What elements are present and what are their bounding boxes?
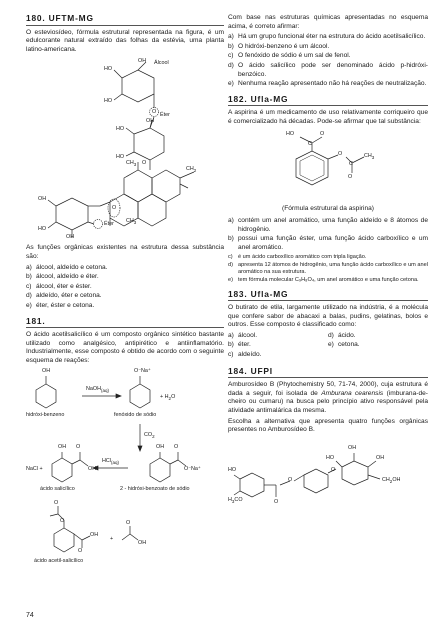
option-c[interactable]: c) O fenóxido de sódio é um sal de fenol. bbox=[228, 52, 351, 60]
na-label: O⁻Na⁺ bbox=[134, 367, 151, 374]
q181-heading: 181. bbox=[26, 317, 224, 329]
q182-options bbox=[228, 217, 428, 283]
co2-label: $CO_2$ bbox=[144, 431, 155, 439]
option-d[interactable]: d) apresenta 12 átomos de hidrogênio, uma função ácido carboxílico e um anel aromático na sua estrutura. bbox=[228, 261, 428, 275]
q181-intro: O ácido acetilsalicílico é um composto orgânico sintético bastante utilizado como analgésico, antipirético e antiinflamatório. Industrialmente, esse composto é obtido de acordo com o seguinte esquema de reações: bbox=[26, 331, 224, 364]
option-e[interactable]: e) tem fórmula molecular C₉H₈O₄, um anel aromático e uma função cetona. bbox=[228, 276, 419, 283]
reaction-scheme bbox=[26, 368, 224, 568]
salicilico-label: ácido salicílico bbox=[40, 485, 75, 492]
option-c[interactable]: c) é um ácido carboxílico aromático com tripla ligação. bbox=[228, 253, 367, 260]
option-b[interactable]: b) possui uma função éster, uma função ácido carboxílico e um anel aromático. bbox=[228, 235, 428, 251]
oh-label: OH bbox=[138, 58, 147, 65]
option-d[interactable]: d) aldeído, éter e cetona. bbox=[26, 292, 102, 300]
amburoside-figure bbox=[228, 437, 428, 517]
o-amb-3: O bbox=[331, 466, 336, 473]
stevioside-structure bbox=[26, 56, 224, 242]
option-e[interactable]: e) Nenhuma reação apresentado não há reações de neutralização. bbox=[228, 80, 427, 88]
option-a[interactable]: a) Há um grupo funcional éter na estrutura do ácido acetilsalicílico. bbox=[228, 33, 426, 41]
option-e[interactable]: e) éter, éster e cetona. bbox=[26, 301, 95, 309]
c-aspirin-2: C bbox=[349, 160, 353, 167]
option-a[interactable]: a) álcool, aldeído e cetona. bbox=[26, 263, 108, 271]
option-d[interactable]: d) O ácido salicílico pode ser denominado ácido p-hidróxi-benzóico. bbox=[228, 61, 428, 78]
q183-intro: O butirato de etila, largamente utilizado na indústria, é a molécula que confere sabor de abacaxi a balas, pudins, gelatinas, bolos e outros. Esse composto é classificado como: bbox=[228, 304, 428, 329]
option-d[interactable]: d) ácido. bbox=[328, 331, 356, 339]
ho-label-5: HO bbox=[38, 226, 47, 233]
hcl-label: HCl$_{(aq)}$ bbox=[102, 457, 119, 465]
option-b[interactable]: b) álcool, aldeído e éter. bbox=[26, 273, 99, 281]
option-b[interactable]: b) éter. bbox=[228, 341, 251, 349]
q180-question: As funções orgânicas existentes na estrutura dessa substância são: bbox=[26, 244, 224, 260]
oh-amb-2: OH bbox=[376, 454, 385, 461]
stevioside-figure bbox=[26, 56, 224, 242]
q184-heading: 184. UFPI bbox=[228, 367, 428, 379]
acetil-label: ácido acetil-salicílico bbox=[34, 557, 84, 564]
q184-intro: Amburosídeo B (Phytochemistry 50, 71-74, 2000), cuja estrutura é dada a seguir, foi isolada de Amburana cearensis (imburana-de-cheiro ou cumaru) na busca pelo princípio ativo responsável pela atividade antimalárica da mesma. bbox=[228, 381, 428, 415]
nacl-label: NaCl + bbox=[26, 465, 43, 472]
o-amb-2: O bbox=[288, 476, 293, 483]
ch2oh-amb: $CH_2OH$ bbox=[382, 476, 401, 484]
q180-heading: 180. UFTM-MG bbox=[26, 14, 224, 26]
o-label-ester: O bbox=[112, 205, 117, 212]
option-a[interactable]: a) álcool. bbox=[228, 331, 258, 339]
oh2-salicilico: OH bbox=[88, 465, 97, 472]
o-salicilico: O bbox=[76, 443, 81, 450]
oh-acetic: OH bbox=[138, 539, 147, 546]
o-label-ether: O bbox=[152, 109, 157, 116]
right-column bbox=[228, 14, 428, 517]
aspirin-caption: (Fórmula estrutural da aspirina) bbox=[282, 204, 374, 212]
ch3-label-1: $CH_3$ bbox=[126, 160, 137, 168]
o-acetil-1: O bbox=[54, 499, 59, 506]
h3co-amb: $H_3CO$ bbox=[228, 496, 243, 504]
q180-intro: O esteviosídeo, fórmula estrutural representada na figura, é um edulcorante natural extraído das folhas da estévia, uma planta latino-americana. bbox=[26, 28, 224, 53]
benzoato-label: 2 - hidróxi-benzoato de sódio bbox=[120, 485, 190, 492]
q180-options bbox=[26, 264, 224, 311]
q184-question: Escolha a alternativa que apresenta quatro funções orgânicas presentes no Amburosídeo B. bbox=[228, 417, 428, 434]
ch2-label: $CH_2$ bbox=[186, 166, 197, 174]
plus-sign: + bbox=[110, 535, 114, 542]
o-acetil-3: O bbox=[78, 547, 83, 554]
o-label-2: O bbox=[142, 160, 147, 167]
ho-amb-2: HO bbox=[326, 454, 335, 461]
ch3-aspirin: $CH_3$ bbox=[364, 152, 375, 160]
o-aspirin-2: O bbox=[338, 150, 343, 157]
q183-options bbox=[228, 332, 428, 361]
option-a[interactable]: a) contém um anel aromático, uma função aldeído e 8 átomos de hidrogênio. bbox=[228, 217, 428, 233]
oh-hidroxi: OH bbox=[42, 367, 51, 374]
ho-label-4: HO bbox=[116, 154, 125, 161]
q181-options bbox=[228, 33, 428, 89]
aspirin-structure bbox=[228, 129, 428, 203]
h2o-label: + $H_2O$ bbox=[160, 393, 176, 401]
hidroxi-benzeno-label: hidróxi-benzeno bbox=[26, 411, 65, 418]
ho-label-3: HO bbox=[116, 126, 125, 133]
ho-label-2: HO bbox=[104, 98, 113, 105]
option-b[interactable]: b) O hidróxi-benzeno é um álcool. bbox=[228, 42, 330, 50]
ho-label-1: HO bbox=[104, 66, 113, 73]
oh-acetil: OH bbox=[90, 531, 99, 538]
q182-heading: 182. Ufla-MG bbox=[228, 95, 428, 107]
naoh-label: NaOH$_{(aq)}$ bbox=[86, 385, 109, 393]
o-acetil-2: O bbox=[60, 517, 65, 524]
q181-continuation: Com base nas estruturas químicas apresentadas no esquema acima, é correto afirmar: bbox=[228, 14, 428, 30]
ho-aspirin: HO bbox=[286, 130, 295, 137]
o-acetic: O bbox=[126, 519, 131, 526]
na-benzoato: O⁻Na⁺ bbox=[184, 465, 201, 472]
o-aspirin-1: O bbox=[320, 130, 325, 137]
oh-benzoato: OH bbox=[156, 443, 165, 450]
ch3-label-2: $CH_3$ bbox=[126, 218, 137, 226]
page-number: 74 bbox=[26, 612, 34, 619]
fenoxido-label: fenóxido de sódio bbox=[114, 411, 157, 418]
option-c[interactable]: c) aldeído. bbox=[228, 351, 262, 359]
eter-label-2: Éter bbox=[104, 221, 114, 228]
eter-label-1: Éter bbox=[160, 112, 170, 119]
q183-heading: 183. Ufla-MG bbox=[228, 290, 428, 302]
o-benzoato: O bbox=[174, 443, 179, 450]
ho-amb: HO bbox=[228, 466, 237, 473]
oh-label-2: OH bbox=[146, 118, 155, 125]
o-aspirin-3: O bbox=[348, 173, 353, 180]
left-column bbox=[26, 14, 224, 568]
q182-intro: A aspirina é um medicamento de uso relativamente corriqueiro que é comercializado há décadas. Pode-se afirmar que tal substância: bbox=[228, 109, 428, 125]
c-aspirin-1: C bbox=[308, 140, 312, 147]
option-c[interactable]: c) álcool, éter e éster. bbox=[26, 282, 92, 290]
option-e[interactable]: e) cetona. bbox=[328, 341, 360, 349]
o-amb-1: O bbox=[274, 498, 279, 505]
oh-salicilico: OH bbox=[58, 443, 67, 450]
oh-amb-1: OH bbox=[348, 444, 357, 451]
oh-label-3: OH bbox=[38, 196, 47, 203]
oh-label-4: OH bbox=[66, 234, 75, 241]
aspirin-figure bbox=[228, 129, 428, 203]
alcool-label: Álcool bbox=[154, 60, 169, 67]
